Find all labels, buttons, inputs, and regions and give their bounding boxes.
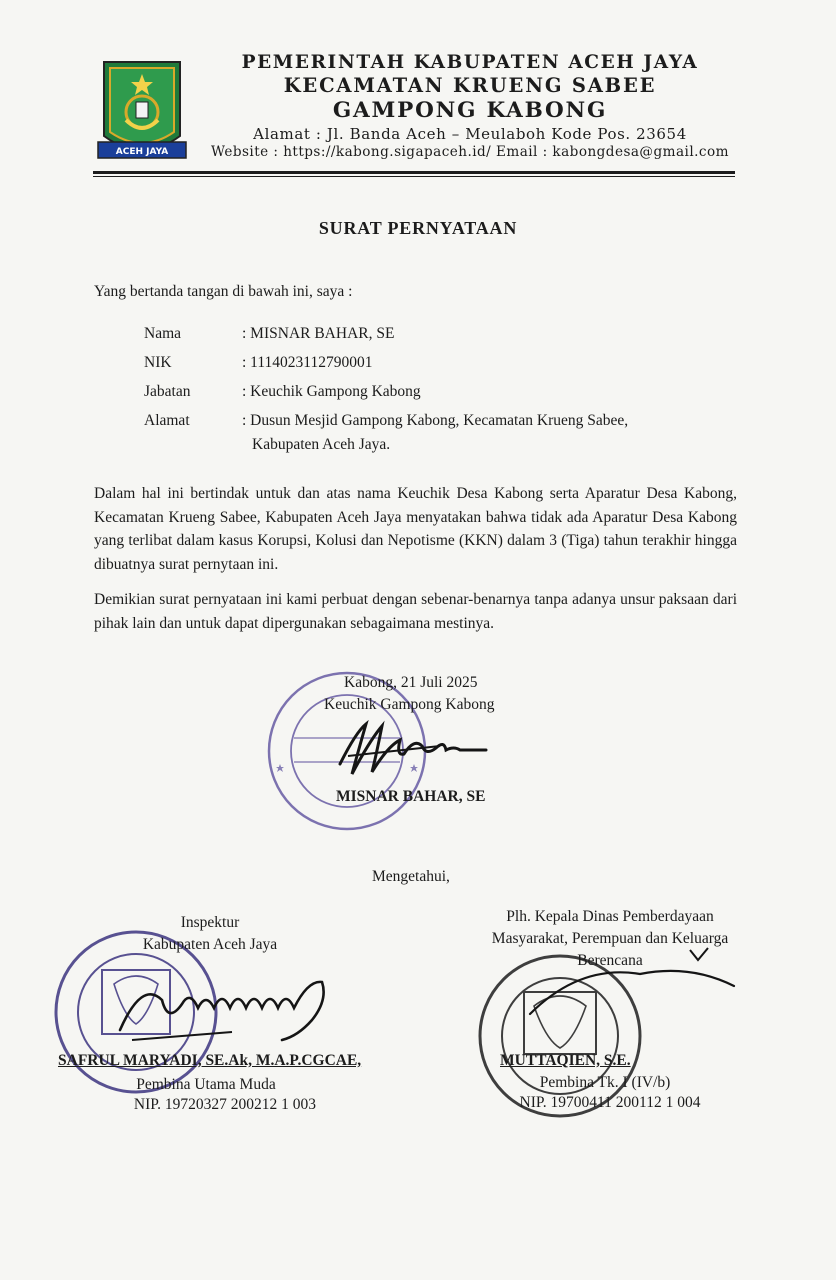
signatory-role: Keuchik Gampong Kabong [324, 696, 495, 713]
identity-value: : 1114023112790001 [242, 354, 373, 371]
letterhead-district: KECAMATAN KRUENG SABEE [283, 74, 657, 97]
logo-label: ACEH JAYA [115, 147, 169, 157]
identity-label: Jabatan [144, 383, 191, 400]
intro-text: Yang bertanda tangan di bawah ini, saya : [94, 283, 353, 300]
identity-label: Alamat [144, 412, 190, 429]
office-head-rank: Pembina Tk. I (IV/b) [539, 1074, 671, 1091]
identity-label: Nama [144, 325, 182, 342]
closing-paragraph: Demikian surat pernyataan ini kami perbuat dengan sebenar-benarnya tanpa adanya unsur paksaan dari pihak lain dan untuk dapat dipergunakan sebagaimana mestinya. [94, 591, 737, 632]
inspector-title: Inspektur [180, 914, 240, 931]
document-title: SURAT PERNYATAAN [318, 218, 518, 238]
letterhead-government: PEMERINTAH KABUPATEN ACEH JAYA [241, 52, 699, 73]
office-title-line2: Masyarakat, Perempuan dan Keluarga [491, 930, 729, 947]
inspector-rank: Pembina Utama Muda [136, 1076, 276, 1093]
letterhead-village: GAMPONG KABONG [332, 98, 608, 123]
aceh-jaya-logo [96, 58, 188, 166]
place-date: Kabong, 21 Juli 2025 [344, 674, 478, 691]
inspector-agency: Kabupaten Aceh Jaya [142, 936, 278, 953]
acknowledged-label: Mengetahui, [372, 868, 450, 885]
letterhead-contact: Website : https://kabong.sigapaceh.id/ Email : kabongdesa@gmail.com [211, 144, 729, 160]
letterhead-address: Alamat : Jl. Banda Aceh – Meulaboh Kode Pos. 23654 [253, 125, 687, 143]
identity-value: : Dusun Mesjid Gampong Kabong, Kecamatan Krueng Sabee, [242, 412, 629, 429]
office-head-nip: NIP. 19700411 200112 1 004 [519, 1094, 701, 1111]
inspector-signature-icon [112, 960, 342, 1050]
identity-label: NIK [144, 354, 172, 371]
statement-paragraph: Dalam hal ini bertindak untuk dan atas nama Keuchik Desa Kabong serta Aparatur Desa Kabong, Kecamatan Krueng Sabee, Kabupaten Aceh Jaya menyatakan bahwa tidak ada Aparatur Desa Kabong yang terlibat dalam kasus Korupsi, Kolusi dan Nepotisme (KKN) dalam 3 (Tiga) tahun terakhir hingga dibuatnya surat pernytaan ini. [94, 485, 737, 573]
letterhead [190, 50, 750, 160]
office-head-name: MUTTAQIEN, S.E. [500, 1052, 631, 1069]
village-head-signature-icon [330, 716, 490, 786]
identity-value: : Keuchik Gampong Kabong [242, 383, 421, 400]
inspector-name: SAFRUL MARYADI, SE.Ak, M.A.P.CGCAE, [58, 1052, 362, 1069]
identity-value: : MISNAR BAHAR, SE [242, 325, 395, 342]
office-title-line1: Plh. Kepala Dinas Pemberdayaan [506, 908, 714, 925]
signatory-name: MISNAR BAHAR, SE [336, 788, 486, 805]
letterhead-rule-thin [93, 176, 735, 177]
letterhead-rule-thick [93, 171, 735, 174]
inspector-nip: NIP. 19720327 200212 1 003 [133, 1096, 317, 1113]
identity-value-continued: Kabupaten Aceh Jaya. [252, 436, 391, 453]
office-title-line3: Berencana [577, 952, 643, 969]
